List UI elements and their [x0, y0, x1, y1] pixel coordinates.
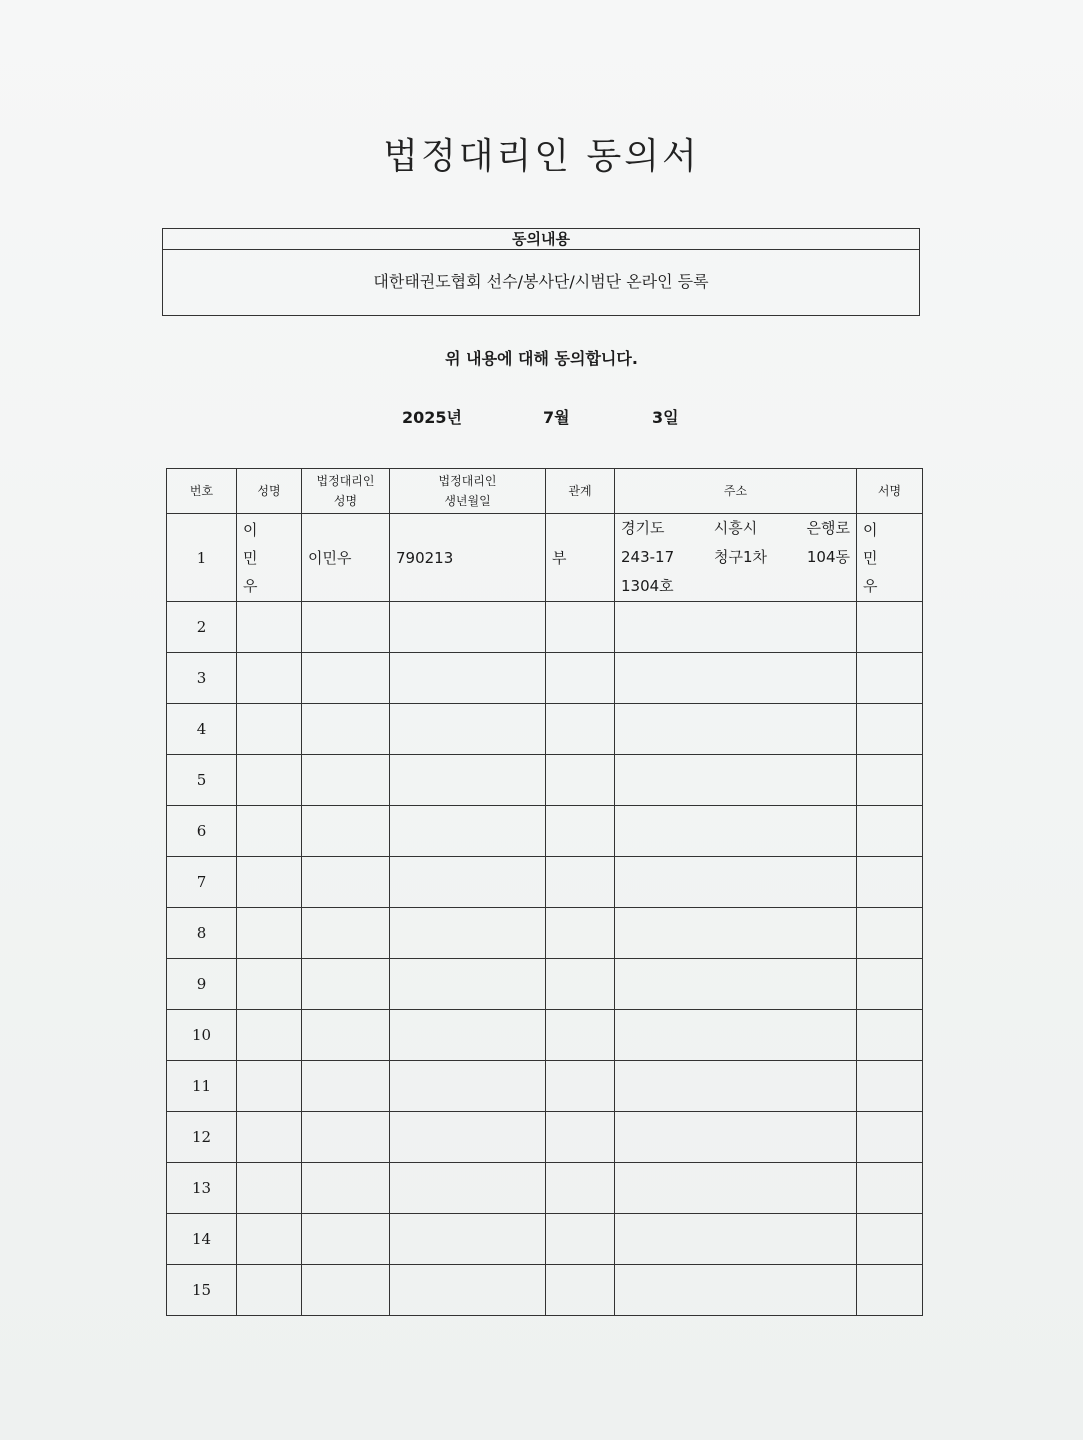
address-road: 은행로 [806, 519, 850, 537]
row-guardian-name [302, 857, 390, 908]
table-header-row [167, 469, 923, 514]
row-relation [546, 704, 615, 755]
row-guardian-name [302, 755, 390, 806]
address-dong: 104동 [806, 548, 850, 566]
header-guardian-name [302, 469, 390, 514]
table-row [167, 1214, 923, 1265]
row-guardian-name [302, 704, 390, 755]
row-relation [546, 755, 615, 806]
row-relation [546, 857, 615, 908]
row-guardian-name [302, 806, 390, 857]
row-relation [546, 1265, 615, 1316]
row-relation: 부 [546, 514, 615, 602]
row-guardian-birth [390, 1214, 546, 1265]
table-row [167, 602, 923, 653]
address-province: 경기도 [621, 519, 665, 537]
row-address [615, 1163, 857, 1214]
document-title: 법정대리인 동의서 [383, 136, 700, 177]
consent-box [162, 228, 920, 316]
row-number: 5 [167, 755, 237, 806]
row-relation [546, 602, 615, 653]
table-row [167, 514, 923, 602]
row-number: 7 [167, 857, 237, 908]
row-name [237, 1061, 302, 1112]
consent-body: 대한태권도협회 선수/봉사단/시범단 온라인 등록 [373, 272, 709, 291]
header-number: 번호 [167, 469, 237, 514]
row-guardian-name [302, 602, 390, 653]
row-relation [546, 1061, 615, 1112]
row-signature [857, 1214, 923, 1265]
row-guardian-birth [390, 704, 546, 755]
row-signature [857, 1010, 923, 1061]
row-relation [546, 1163, 615, 1214]
row-relation [546, 806, 615, 857]
row-signature [857, 908, 923, 959]
row-number: 6 [167, 806, 237, 857]
row-guardian-birth [390, 755, 546, 806]
row-guardian-birth [390, 1112, 546, 1163]
row-address [615, 1112, 857, 1163]
row-name [237, 755, 302, 806]
row-name [237, 1010, 302, 1061]
header-address: 주소 [615, 469, 857, 514]
row-guardian-birth [390, 1061, 546, 1112]
date-day: 3일 [652, 408, 679, 427]
table-row [167, 1163, 923, 1214]
row-guardian-birth [390, 1265, 546, 1316]
row-number: 11 [167, 1061, 237, 1112]
row-signature [857, 704, 923, 755]
row-name [237, 806, 302, 857]
row-name [237, 1163, 302, 1214]
header-relation: 관계 [546, 469, 615, 514]
row-number: 8 [167, 908, 237, 959]
row-guardian-birth [390, 806, 546, 857]
row-guardian-birth [390, 908, 546, 959]
date-year: 2025년 [402, 408, 462, 427]
address-road-number: 243-17 [621, 548, 675, 566]
row-guardian-name [302, 959, 390, 1010]
row-guardian-name [302, 1010, 390, 1061]
row-address [615, 959, 857, 1010]
row-signature [857, 653, 923, 704]
table-row [167, 1061, 923, 1112]
row-signature [857, 1265, 923, 1316]
row-signature [857, 857, 923, 908]
row-number: 2 [167, 602, 237, 653]
row-signature [857, 755, 923, 806]
row-guardian-name [302, 908, 390, 959]
row-guardian-name [302, 1163, 390, 1214]
row-name: 이 민 우 [237, 514, 302, 602]
row-address [615, 653, 857, 704]
row-address [615, 1010, 857, 1061]
row-guardian-birth [390, 602, 546, 653]
row-address [615, 602, 857, 653]
row-name [237, 959, 302, 1010]
row-signature: 이 민 우 [857, 514, 923, 602]
row-guardian-birth [390, 959, 546, 1010]
row-relation [546, 653, 615, 704]
row-signature [857, 1163, 923, 1214]
row-address [615, 1214, 857, 1265]
row-number: 15 [167, 1265, 237, 1316]
row-signature [857, 602, 923, 653]
table-row [167, 1112, 923, 1163]
table-row [167, 806, 923, 857]
table-row [167, 959, 923, 1010]
row-address [615, 1265, 857, 1316]
row-number: 3 [167, 653, 237, 704]
address-line-2 [621, 543, 850, 572]
row-number: 1 [167, 514, 237, 602]
table-row [167, 704, 923, 755]
row-guardian-birth [390, 653, 546, 704]
address-city: 시흥시 [713, 519, 758, 537]
row-signature [857, 1112, 923, 1163]
table-row [167, 653, 923, 704]
row-guardian-name [302, 1061, 390, 1112]
table-row [167, 857, 923, 908]
row-name [237, 857, 302, 908]
row-address [615, 908, 857, 959]
header-guardian-name-line2: 성명 [333, 494, 358, 508]
date-month: 7월 [543, 408, 570, 427]
row-relation [546, 1214, 615, 1265]
row-address [615, 514, 857, 602]
row-name [237, 1214, 302, 1265]
row-guardian-name [302, 1214, 390, 1265]
row-guardian-name [302, 653, 390, 704]
address-line-1 [621, 514, 850, 543]
row-number: 9 [167, 959, 237, 1010]
row-address [615, 755, 857, 806]
table-row [167, 908, 923, 959]
row-relation [546, 1010, 615, 1061]
row-guardian-name [302, 1112, 390, 1163]
row-name [237, 602, 302, 653]
row-address [615, 1061, 857, 1112]
row-number: 13 [167, 1163, 237, 1214]
header-name: 성명 [237, 469, 302, 514]
header-guardian-birth-line2: 생년월일 [444, 494, 491, 508]
row-guardian-name: 이민우 [302, 514, 390, 602]
row-guardian-name [302, 1265, 390, 1316]
header-guardian-birth-line1: 법정대리인 [438, 474, 497, 488]
row-name [237, 653, 302, 704]
header-guardian-name-line1: 법정대리인 [316, 474, 375, 488]
row-number: 10 [167, 1010, 237, 1061]
table-row [167, 1010, 923, 1061]
row-guardian-birth [390, 1010, 546, 1061]
header-guardian-birth [390, 469, 546, 514]
row-relation [546, 1112, 615, 1163]
agree-statement: 위 내용에 대해 동의합니다. [445, 349, 638, 368]
table-row [167, 1265, 923, 1316]
row-signature [857, 959, 923, 1010]
row-name [237, 1112, 302, 1163]
address-line-3: 1304호 [621, 577, 674, 595]
row-name [237, 1265, 302, 1316]
row-number: 12 [167, 1112, 237, 1163]
row-guardian-birth: 790213 [390, 514, 546, 602]
row-address [615, 806, 857, 857]
guardian-table [166, 468, 923, 1316]
address-building: 청구1차 [714, 548, 768, 566]
row-name [237, 908, 302, 959]
row-signature [857, 1061, 923, 1112]
header-signature: 서명 [857, 469, 923, 514]
row-relation [546, 959, 615, 1010]
row-relation [546, 908, 615, 959]
row-guardian-birth [390, 857, 546, 908]
row-signature [857, 806, 923, 857]
row-guardian-birth [390, 1163, 546, 1214]
row-number: 4 [167, 704, 237, 755]
row-address [615, 704, 857, 755]
table-row [167, 755, 923, 806]
consent-header: 동의내용 [163, 229, 919, 250]
row-name [237, 704, 302, 755]
row-number: 14 [167, 1214, 237, 1265]
row-address [615, 857, 857, 908]
